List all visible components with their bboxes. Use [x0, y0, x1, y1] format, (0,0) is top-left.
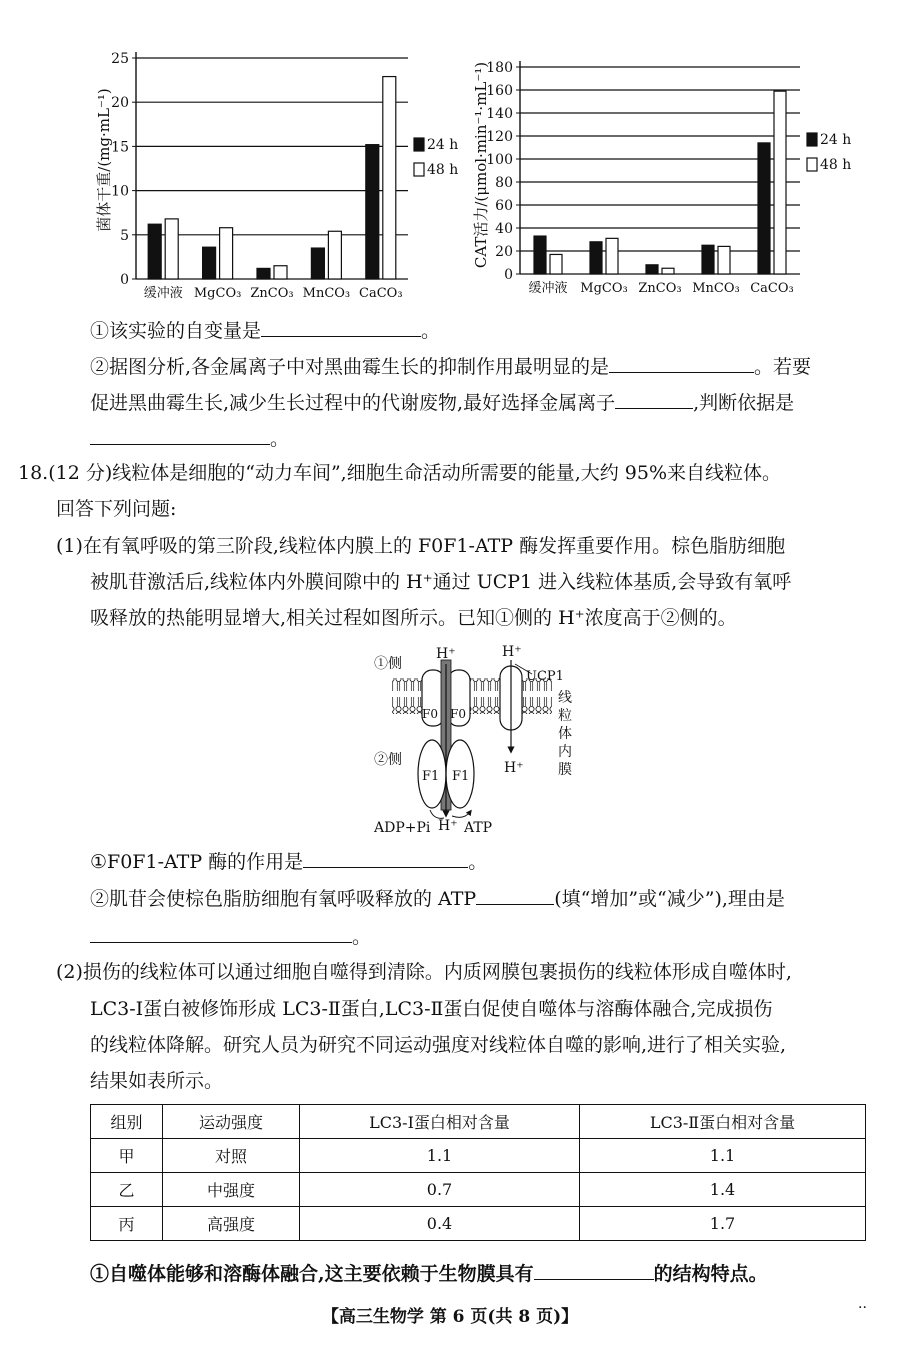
q18-part2-line3: 的线粒体降解。研究人员为研究不同运动强度对线粒体自噬的影响,进行了相关实验,	[90, 1034, 787, 1056]
table-cell: 对照	[163, 1139, 300, 1173]
y-tick-label: 40	[495, 221, 513, 237]
bar	[646, 265, 658, 274]
dry-weight-chart-body	[111, 51, 458, 301]
legend-label: 48 h	[427, 162, 459, 178]
bar	[383, 77, 396, 279]
bar	[165, 219, 178, 279]
q18-1-item1	[90, 847, 487, 875]
bar	[774, 91, 786, 274]
table-cell: 1.4	[580, 1173, 866, 1207]
y-tick-label: 100	[486, 152, 513, 168]
x-tick-label: CaCO₃	[750, 281, 794, 296]
q18-part1-line1: (1)在有氧呼吸的第三阶段,线粒体内膜上的 F0F1-ATP 酶发挥重要作用。棕色脂肪细胞	[56, 535, 786, 557]
table-cell: 丙	[91, 1207, 163, 1241]
y-tick-label: 5	[120, 227, 129, 244]
q18-2-item1	[90, 1259, 768, 1287]
q18-1-item2-line2	[90, 922, 371, 950]
q17-item2-text-c: 促进黑曲霉生长,减少生长过程中的代谢废物,最好选择金属离子	[90, 392, 616, 414]
q18-1-item2-text: ②肌苷会使棕色脂肪细胞有氧呼吸释放的 ATP	[90, 888, 477, 910]
y-tick-label: 25	[111, 51, 129, 67]
y-tick-label: 120	[486, 129, 513, 145]
x-tick-label: ZnCO₃	[250, 286, 294, 301]
bar	[590, 242, 602, 274]
ucp1-label: UCP1	[526, 669, 564, 684]
table-cell: 甲	[91, 1139, 163, 1173]
bar	[606, 238, 618, 274]
membrane-label-char: 粒	[558, 708, 572, 724]
table-row	[91, 1173, 866, 1207]
legend-label: 24 h	[427, 137, 459, 153]
table-cell: 中强度	[163, 1173, 300, 1207]
cat-activity-ylabel: CAT活力/(μmol·min⁻¹·mL⁻¹)	[472, 61, 490, 269]
q17-item2-line3	[90, 424, 289, 452]
q17-item1-end: 。	[421, 320, 441, 342]
y-tick-label: 0	[504, 267, 513, 283]
h-top-label-1: H⁺	[436, 646, 456, 662]
table-header-row	[91, 1105, 866, 1139]
atp-synthase-diagram	[360, 640, 590, 840]
bar	[257, 268, 270, 279]
table-cell: 高强度	[163, 1207, 300, 1241]
q17-item1	[90, 316, 440, 344]
table-cell: 1.1	[300, 1139, 580, 1173]
bar	[550, 254, 562, 274]
atp-arrow	[452, 812, 470, 817]
membrane-label-char: 内	[558, 744, 572, 760]
table-cell: 乙	[91, 1173, 163, 1207]
bar	[534, 236, 546, 274]
x-tick-label: MgCO₃	[580, 281, 628, 296]
bar	[702, 245, 714, 274]
legend-swatch	[414, 163, 424, 176]
dry-weight-chart	[0, 0, 460, 310]
page-footer: 【高三生物学 第 6 页(共 8 页)】	[321, 1307, 579, 1327]
adp-label: ADP+Pi	[374, 820, 431, 836]
h-top-label-2: H⁺	[502, 644, 522, 660]
y-tick-label: 140	[486, 106, 513, 122]
bar	[148, 224, 161, 279]
q18-part1-line3: 吸释放的热能明显增大,相关过程如图所示。已知①侧的 H⁺浓度高于②侧的。	[90, 607, 737, 629]
q18-1-item2-mid: (填“增加”或“减少”),理由是	[554, 888, 785, 910]
bar	[718, 246, 730, 274]
y-tick-label: 180	[486, 60, 513, 76]
x-tick-label: MgCO₃	[193, 286, 242, 301]
q17-item2-line2	[90, 388, 794, 416]
answer-blank[interactable]	[609, 352, 754, 373]
table-cell: 0.7	[300, 1173, 580, 1207]
answer-blank[interactable]	[476, 884, 554, 905]
f1-right-label: F1	[452, 769, 470, 784]
x-tick-label: ZnCO₃	[638, 281, 682, 296]
membrane-label-char: 膜	[558, 762, 572, 778]
h-bottom-label: H⁺	[438, 818, 458, 834]
legend-label: 48 h	[820, 157, 852, 173]
answer-blank[interactable]	[303, 847, 468, 868]
q17-item2-text-a: ②据图分析,各金属离子中对黑曲霉生长的抑制作用最明显的是	[90, 356, 610, 378]
table-row	[91, 1207, 866, 1241]
y-tick-label: 0	[120, 272, 129, 288]
q17-item2-text-d: ,判断依据是	[693, 392, 795, 414]
bar	[366, 145, 379, 279]
q18-2-item1-end: 的结构特点。	[653, 1263, 768, 1285]
q17-item1-text: ①该实验的自变量是	[90, 320, 262, 342]
table-header-cell: 组别	[91, 1105, 163, 1139]
q17-item2-line1	[90, 352, 811, 380]
y-tick-label: 60	[495, 198, 513, 214]
legend-swatch	[807, 133, 817, 146]
results-table	[90, 1104, 866, 1241]
side1-label: ①侧	[374, 656, 402, 672]
membrane-label-char: 线	[558, 690, 572, 706]
q18-1-item1-end: 。	[468, 851, 488, 873]
f0-left-label: F0	[422, 707, 438, 721]
y-tick-label: 20	[111, 95, 129, 112]
membrane-vertical-label	[558, 689, 572, 778]
bar	[220, 228, 233, 279]
y-tick-label: 80	[495, 175, 513, 191]
q18-part1-line2: 被肌苷激活后,线粒体内外膜间隙中的 H⁺通过 UCP1 进入线粒体基质,会导致有氧呼	[90, 571, 792, 593]
table-cell: 1.1	[580, 1139, 866, 1173]
y-tick-label: 20	[495, 244, 513, 260]
q17-item2-text-b: 。若要	[754, 356, 812, 378]
f1-left-label: F1	[422, 769, 440, 784]
q18-part2-line4: 结果如表所示。	[90, 1070, 224, 1092]
x-tick-label: 缓冲液	[528, 281, 568, 296]
table-row	[91, 1139, 866, 1173]
x-tick-label: CaCO₃	[359, 286, 403, 301]
q18-2-item1-text: ①自噬体能够和溶酶体融合,这主要依赖于生物膜具有	[90, 1263, 534, 1285]
dry-weight-ylabel: 菌体干重/(mg·mL⁻¹)	[95, 88, 113, 232]
legend-swatch	[414, 138, 424, 151]
bar	[662, 268, 674, 274]
q17-item2-end: 。	[270, 428, 290, 450]
bar	[328, 231, 341, 279]
table-header-cell: 运动强度	[163, 1105, 300, 1139]
q18-intro-line2: 回答下列问题:	[56, 498, 177, 520]
f0-right-label: F0	[450, 707, 466, 721]
membrane-label-char: 体	[558, 726, 572, 742]
answer-blank[interactable]	[615, 388, 693, 409]
atp-label: ATP	[464, 820, 493, 836]
q18-part2-line1: (2)损伤的线粒体可以通过细胞自噬得到清除。内质网膜包裹损伤的线粒体形成自噬体时,	[56, 961, 792, 983]
bar	[311, 248, 324, 279]
cat-activity-chart	[460, 0, 900, 310]
table-cell: 1.7	[580, 1207, 866, 1241]
bar	[203, 247, 216, 279]
table-header-cell: LC3-Ⅱ蛋白相对含量	[580, 1105, 866, 1139]
q18-1-item2-end: 。	[352, 926, 372, 948]
x-tick-label: 缓冲液	[143, 286, 183, 301]
answer-blank[interactable]	[261, 316, 421, 337]
x-tick-label: MnCO₃	[692, 281, 740, 296]
table-cell: 0.4	[300, 1207, 580, 1241]
bar	[758, 143, 770, 274]
corner-mark: ··	[858, 1300, 867, 1316]
answer-blank[interactable]	[90, 922, 352, 943]
table-header-cell: LC3-Ⅰ蛋白相对含量	[300, 1105, 580, 1139]
x-tick-label: MnCO₃	[302, 286, 351, 301]
q18-intro-line1: 18.(12 分)线粒体是细胞的“动力车间”,细胞生命活动所需要的能量,大约 95%来自线粒体。	[18, 462, 782, 484]
answer-blank[interactable]	[90, 424, 270, 445]
legend-swatch	[807, 158, 817, 171]
cat-activity-chart-body	[486, 60, 851, 296]
h-ucp-bottom-label: H⁺	[504, 760, 524, 776]
y-tick-label: 10	[111, 183, 129, 200]
q18-1-item1-text: ①F0F1-ATP 酶的作用是	[90, 851, 304, 873]
y-tick-label: 160	[486, 83, 513, 99]
y-tick-label: 15	[111, 139, 129, 156]
q18-1-item2-line1	[90, 884, 785, 912]
legend-label: 24 h	[820, 132, 852, 148]
answer-blank[interactable]	[534, 1259, 654, 1280]
q18-part2-line2: LC3-Ⅰ蛋白被修饰形成 LC3-Ⅱ蛋白,LC3-Ⅱ蛋白促使自噬体与溶酶体融合,完成损伤	[90, 998, 773, 1020]
side2-label: ②侧	[374, 752, 402, 768]
bar	[274, 266, 287, 279]
